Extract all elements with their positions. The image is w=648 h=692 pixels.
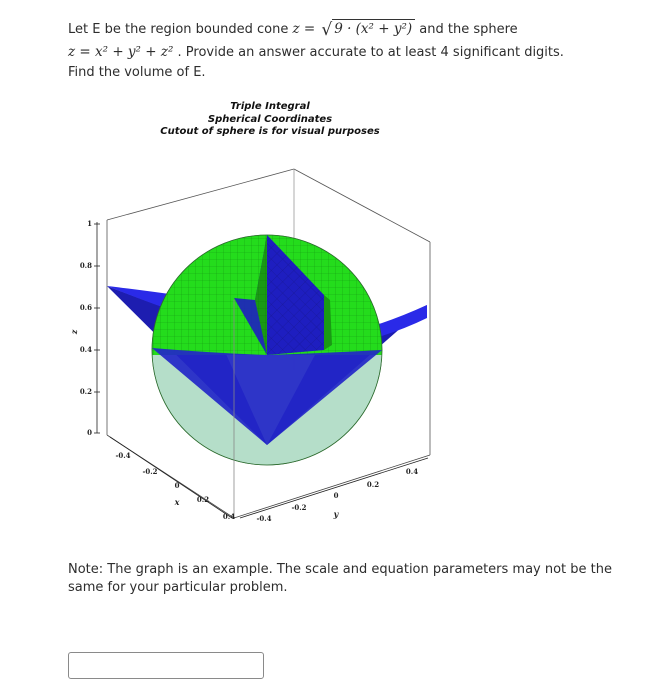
- note-text: Note: The graph is an example. The scale and equation parameters may not be the same for your particular problem.: [68, 562, 613, 595]
- y-axis: [240, 458, 428, 523]
- z-tick-label: 0.8: [79, 261, 92, 270]
- triple-integral-figure: [62, 140, 462, 540]
- y-tick-label: 0.4: [405, 467, 419, 476]
- x-tick-label: 0: [174, 481, 180, 490]
- problem-line-1: [68, 16, 628, 40]
- sphere-equation: z = x² + y² + z²: [68, 44, 174, 60]
- plot-title: Triple Integral: [230, 101, 310, 112]
- y-tick-label: 0: [333, 491, 339, 500]
- x-tick-label: -0.4: [115, 451, 131, 460]
- answer-input[interactable]: [68, 652, 264, 679]
- x-tick-label: 0.4: [222, 512, 236, 521]
- cone-equation-lhs: z =: [292, 21, 316, 37]
- problem-statement: [68, 16, 628, 82]
- z-tick-label: 0.6: [79, 303, 92, 312]
- z-tick-label: 0.4: [79, 345, 92, 354]
- plot-title-block: [150, 101, 390, 139]
- cone-equation-radicand: 9 · (x² + y²): [332, 19, 415, 38]
- problem-line-3: Find the volume of E.: [68, 65, 206, 80]
- problem-line-2: [68, 40, 628, 64]
- z-tick-label: 0: [87, 428, 92, 437]
- problem-text-sphere: and the sphere: [415, 22, 518, 37]
- figure-svg: [62, 140, 462, 540]
- y-tick-label: 0.2: [366, 480, 380, 489]
- z-axis-label: z: [69, 329, 79, 335]
- problem-text-accuracy: . Provide an answer accurate to at least 4 significant digits.: [177, 45, 564, 60]
- y-axis-label: y: [333, 509, 339, 519]
- x-axis-label: x: [174, 497, 180, 507]
- y-tick-label: -0.4: [256, 514, 272, 523]
- radical-sign-icon: √: [321, 20, 333, 40]
- z-tick-label: 1: [87, 219, 92, 228]
- plot-caption: Cutout of sphere is for visual purposes: [160, 126, 380, 137]
- plot-subtitle: Spherical Coordinates: [207, 113, 333, 125]
- x-tick-label: 0.2: [196, 495, 210, 504]
- z-axis: [69, 219, 100, 437]
- y-tick-label: -0.2: [291, 503, 307, 512]
- problem-text-intro: Let E be the region bounded cone: [68, 22, 293, 37]
- z-tick-label: 0.2: [79, 387, 92, 396]
- x-tick-label: -0.2: [142, 467, 158, 476]
